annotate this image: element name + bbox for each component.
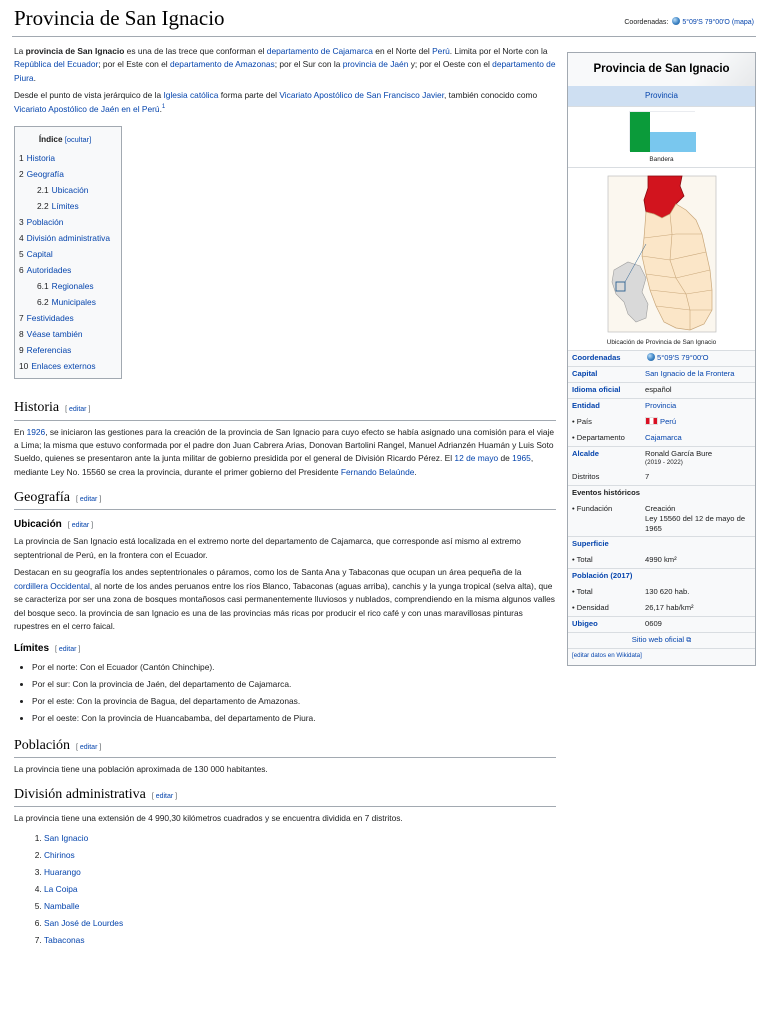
toc-number: 1 xyxy=(19,153,24,164)
row-key: Eventos históricos xyxy=(572,487,640,497)
infobox-row-superficie-total xyxy=(568,553,755,569)
infobox-row-ubigeo xyxy=(568,617,755,633)
toc-item[interactable] xyxy=(19,214,111,230)
infobox-row-fundacion xyxy=(568,502,755,538)
district-link[interactable]: Namballe xyxy=(44,900,80,911)
toc-link[interactable]: Población xyxy=(26,217,64,228)
district-item xyxy=(44,881,556,898)
infobox-row-pais xyxy=(568,415,755,431)
row-key: Idioma oficial xyxy=(572,384,621,394)
section-heading-geografia xyxy=(14,489,556,510)
section-title: Población xyxy=(14,737,70,753)
toc-number: 6 xyxy=(19,265,24,276)
toc-link[interactable]: División administrativa xyxy=(26,233,110,244)
toc-link[interactable]: Historia xyxy=(26,153,56,164)
external-link-icon: ⧉ xyxy=(686,637,692,645)
peru-flag-icon xyxy=(645,417,658,425)
toc-number: 2.2 xyxy=(37,201,49,212)
fundacion-law: Ley 15560 del 12 de mayo de 1965 xyxy=(645,513,746,534)
globe-icon[interactable] xyxy=(647,353,655,361)
toc-item[interactable] xyxy=(19,342,111,358)
globe-icon[interactable] xyxy=(672,17,680,25)
toc-number: 10 xyxy=(19,361,29,372)
toc-title: Índice xyxy=(38,135,63,145)
coords-link[interactable]: 5°09′S 79°00′O xyxy=(657,352,709,362)
inline-link[interactable]: departamento de Amazonas xyxy=(169,59,275,70)
inline-link[interactable]: departamento de Piura xyxy=(14,59,556,83)
district-list xyxy=(14,830,556,949)
toc-link[interactable]: Véase también xyxy=(26,329,83,340)
infobox-row-departamento xyxy=(568,431,755,447)
toc-link[interactable]: Geografía xyxy=(26,169,64,180)
infobox-row-capital xyxy=(568,367,755,383)
row-value xyxy=(645,539,751,551)
toc-list xyxy=(19,150,111,374)
alcalde-name: Ronald García Bure xyxy=(645,448,713,458)
edit-section-ubicacion: [ editar ] xyxy=(67,522,94,530)
ubicacion-paragraph-2 xyxy=(14,566,556,633)
toc-number: 9 xyxy=(19,345,24,356)
infobox-subtitle xyxy=(568,86,755,106)
toc-item[interactable] xyxy=(19,150,111,166)
province-flag-image[interactable] xyxy=(629,111,695,151)
official-website-link[interactable]: Sitio web oficial xyxy=(631,635,685,645)
subsection-heading-ubicacion xyxy=(14,518,556,531)
inline-link[interactable]: cordillera Occidental xyxy=(14,580,90,591)
district-item xyxy=(44,864,556,881)
edit-section-geografia: [ editar ] xyxy=(75,496,102,504)
text-run: en el Norte del xyxy=(372,46,433,56)
row-value xyxy=(645,417,751,429)
poblacion-paragraph: La provincia tiene una población aproximada de 130 000 habitantes. xyxy=(14,763,268,774)
toc-number: 7 xyxy=(19,313,24,324)
text-run: . Limita por el Norte con la xyxy=(449,46,548,56)
page-title: Provincia de San Ignacio xyxy=(14,6,225,30)
section-heading-historia xyxy=(14,399,556,420)
infobox-row-idioma xyxy=(568,383,755,399)
infobox-subtitle-link[interactable]: Provincia xyxy=(645,91,678,100)
inline-link[interactable]: 1926 xyxy=(26,426,46,437)
intro-paragraph-1 xyxy=(14,45,556,85)
row-value: 26,17 hab/km² xyxy=(645,603,694,613)
row-key: • Fundación xyxy=(572,503,613,513)
row-key: • Departamento xyxy=(572,432,625,442)
text-run: , se iniciaron las gestiones para la creación de la provincia de San Ignacio para cuyo efecto se había asignado una comisión para el viaje a Lima; la misma que estuvo conformada por el padre don Juan Cabrera Arias, Donovan Bartolini Rangel, Manuel Adrianzén Huamán y Luis Soto Sueldo, quienes se presentaron ante la junta militar de gobierno presidida por el general de División Ricardo Pérez. El xyxy=(14,426,555,464)
toc-link[interactable]: Límites xyxy=(51,201,79,212)
toc-item[interactable] xyxy=(19,262,111,278)
title-coordinates xyxy=(624,17,754,28)
division-paragraph: La provincia tiene una extensión de 4 990,30 kilómetros cuadrados y se encuentra dividida en 7 distritos. xyxy=(14,813,403,824)
flag-caption: Bandera xyxy=(649,156,674,164)
inline-link[interactable]: 1965 xyxy=(512,453,531,464)
section-heading-division xyxy=(14,786,556,807)
toc-number: 2.1 xyxy=(37,185,49,196)
edit-link[interactable]: editar xyxy=(155,793,174,801)
edit-link[interactable]: editar xyxy=(69,406,87,414)
row-value: 0609 xyxy=(645,619,662,629)
list-item: • Por el oeste: Con la provincia de Huancabamba, del departamento de Piura. xyxy=(32,710,556,727)
infobox-footer xyxy=(568,649,755,665)
text-run: de xyxy=(498,453,513,464)
infobox xyxy=(567,52,756,666)
departamento-link[interactable]: Cajamarca xyxy=(645,432,682,442)
infobox-row-distritos xyxy=(568,470,755,486)
text-run: , también conocido como xyxy=(444,90,538,101)
subsection-title: Límites xyxy=(14,642,50,654)
text-run: . xyxy=(159,103,162,114)
edit-link[interactable]: editar xyxy=(71,522,90,530)
toc-link[interactable]: Referencias xyxy=(26,345,72,356)
edit-section-division: [ editar ] xyxy=(151,793,178,801)
row-key: Distritos xyxy=(572,471,600,481)
infobox-map-cell xyxy=(568,168,755,351)
coords-label: Coordenadas: xyxy=(624,19,669,26)
location-map-image[interactable] xyxy=(606,174,718,334)
row-value xyxy=(645,504,751,535)
toc-number: 3 xyxy=(19,217,24,228)
row-key: • Densidad xyxy=(572,603,609,613)
text-run: Desde el punto de vista jerárquico de la xyxy=(14,90,164,101)
alcalde-years: (2019 - 2022) xyxy=(645,459,683,467)
inline-link[interactable]: Vicariato Apostólico de Jaén en el Perú xyxy=(14,103,160,114)
map-caption: Ubicación de Provincia de San Ignacio xyxy=(606,339,717,347)
capital-link[interactable]: San Ignacio de la Frontera xyxy=(645,368,735,378)
toc-hide-toggle[interactable]: [ocultar] xyxy=(64,135,92,145)
row-key: Ubigeo xyxy=(572,619,598,629)
row-key: • Total xyxy=(572,587,593,597)
infobox-row-densidad xyxy=(568,601,755,617)
pais-link[interactable]: Perú xyxy=(660,416,677,426)
edit-section-limites: [ editar ] xyxy=(55,645,81,653)
row-value xyxy=(645,488,751,500)
text-run: La xyxy=(14,46,26,56)
section-heading-poblacion xyxy=(14,737,556,758)
toc-item[interactable] xyxy=(19,246,111,262)
inline-link[interactable]: departamento de Cajamarca xyxy=(266,46,373,56)
infobox-row-entidad xyxy=(568,399,755,415)
toc-number: 8 xyxy=(19,329,24,340)
inline-link[interactable]: Perú xyxy=(432,46,450,56)
title-row xyxy=(12,0,756,37)
text-run: , mediante Ley No. 15560 se crea la provincia, durante el primer gobierno del Presidente xyxy=(14,453,534,477)
district-link[interactable]: Huarango xyxy=(44,866,81,877)
toc-link[interactable]: Enlaces externos xyxy=(31,361,96,372)
row-value: 7 xyxy=(645,471,650,481)
infobox-website xyxy=(568,633,755,648)
row-value: 130 620 hab. xyxy=(645,587,690,597)
district-link[interactable]: San José de Lourdes xyxy=(44,917,124,928)
row-key: Alcalde xyxy=(572,448,600,458)
row-key: Coordenadas xyxy=(572,352,621,362)
toc-item[interactable] xyxy=(19,294,111,310)
limites-list xyxy=(14,659,556,727)
toc-item[interactable] xyxy=(19,182,111,198)
district-item xyxy=(44,932,556,949)
row-value xyxy=(645,353,751,364)
article-content xyxy=(14,45,556,949)
subsection-heading-limites xyxy=(14,642,556,655)
row-key: Superficie xyxy=(572,539,609,549)
section-title: Historia xyxy=(14,400,60,416)
row-value: español xyxy=(645,384,672,394)
text-run: , al norte de los andes peruanos entre los ríos Blanco, Tabaconas (aguas arriba), canchis y la yunga tropical (selva alta), que se caracteriza por ser una zona de bosques montañosos casi permanentemente lluviosos y nublados, comprendiendo en la misma algunos valles del bosque seco. la provincia de san Ignacio es una de las provincias más ricas por producir el rico café y con unas maravillosas pinturas rupestres en el cerro faical. xyxy=(14,580,555,632)
list-item: • Por el norte: Con el Ecuador (Cantón Chinchipe). xyxy=(32,659,556,676)
district-link[interactable]: La Coipa xyxy=(44,883,78,894)
text-run: En xyxy=(14,426,27,437)
text-run: Destacan en su geografía los andes septentrionales o páramos, como los de Santa Ana y Tabaconas que ocupan un área pequeña de la xyxy=(14,567,522,578)
inline-link[interactable]: provincia de Jaén xyxy=(342,59,409,70)
infobox-flag-cell xyxy=(568,106,755,168)
inline-link[interactable]: República del Ecuador xyxy=(14,59,99,70)
toc-link[interactable]: Autoridades xyxy=(26,265,72,276)
infobox-title: Provincia de San Ignacio xyxy=(568,53,755,86)
toc-item[interactable] xyxy=(19,230,111,246)
list-item: • Por el sur: Con la provincia de Jaén, del departamento de Cajamarca. xyxy=(32,676,556,693)
toc-link[interactable]: Ubicación xyxy=(51,185,89,196)
subsection-title: Ubicación xyxy=(14,519,62,531)
row-key: Entidad xyxy=(572,400,600,410)
text-run: ; por el Sur con la xyxy=(274,59,343,70)
coords-map-link[interactable]: (mapa) xyxy=(731,19,754,26)
infobox-row-poblacion-total xyxy=(568,585,755,601)
toc-item[interactable] xyxy=(19,278,111,294)
infobox-row-alcalde xyxy=(568,447,755,470)
infobox-row-superficie xyxy=(568,537,755,553)
edit-link[interactable]: editar xyxy=(58,645,77,653)
text-run: y; por el Oeste con el xyxy=(408,59,493,70)
toc-item[interactable] xyxy=(19,166,111,182)
inline-link[interactable]: 12 de mayo xyxy=(454,453,499,464)
inline-link[interactable]: Fernando Belaúnde xyxy=(340,466,415,477)
edit-link[interactable]: editar xyxy=(79,743,98,751)
toc-link[interactable]: Regionales xyxy=(51,281,94,292)
coords-link[interactable]: 5°09′S 79°00′O xyxy=(682,19,730,26)
toc-header xyxy=(19,133,111,146)
row-key: • Total xyxy=(572,555,593,565)
section-title: División administrativa xyxy=(14,787,146,803)
infobox-row-coordenadas xyxy=(568,351,755,367)
text-run: forma parte del xyxy=(218,90,280,101)
row-key: Población (2017) xyxy=(572,571,633,581)
intro-paragraph-2 xyxy=(14,89,556,116)
toc-item[interactable] xyxy=(19,358,111,374)
toc-number: 4 xyxy=(19,233,24,244)
district-item xyxy=(44,847,556,864)
edit-section-historia: [ editar ] xyxy=(65,406,91,414)
entidad-link[interactable]: Provincia xyxy=(645,400,677,410)
district-link[interactable]: Tabaconas xyxy=(44,934,85,945)
row-value xyxy=(645,449,751,468)
toc-link[interactable]: Municipales xyxy=(51,297,96,308)
toc-item[interactable] xyxy=(19,198,111,214)
section-title: Geografía xyxy=(14,490,70,506)
toc-item[interactable] xyxy=(19,326,111,342)
inline-link[interactable]: Vicariato Apostólico de San Francisco Javier xyxy=(279,90,445,101)
historia-paragraph xyxy=(14,426,556,480)
toc-link[interactable]: Festividades xyxy=(26,313,74,324)
toc-number: 2 xyxy=(19,169,24,180)
text-run: es una de las trece que conforman el xyxy=(124,46,267,56)
district-item xyxy=(44,915,556,932)
row-value xyxy=(692,571,751,583)
district-item xyxy=(44,898,556,915)
table-of-contents xyxy=(14,126,122,379)
fundacion-type: Creación xyxy=(645,503,676,513)
toc-number: 6.1 xyxy=(37,281,49,292)
row-value: 4990 km² xyxy=(645,555,677,565)
inline-link[interactable]: Iglesia católica xyxy=(163,90,219,101)
text-run: La provincia de San Ignacio está localizada en el extremo norte del departamento de Cajamarca, que corresponde así mismo al extremo septentrional de Perú, en la frontera con el Ecuador. xyxy=(14,536,521,560)
toc-link[interactable]: Capital xyxy=(26,249,53,260)
edit-wikidata-link[interactable]: [editar datos en Wikidata] xyxy=(572,651,642,659)
district-link[interactable]: San Ignacio xyxy=(44,832,89,843)
edit-section-poblacion: [ editar ] xyxy=(76,743,102,751)
text-run: . xyxy=(33,72,36,83)
bold-text: provincia de San Ignacio xyxy=(25,46,125,56)
district-link[interactable]: Chirinos xyxy=(44,849,75,860)
row-key: • País xyxy=(572,416,592,426)
district-item xyxy=(44,830,556,847)
toc-number: 5 xyxy=(19,249,24,260)
toc-number: 6.2 xyxy=(37,297,49,308)
infobox-row-poblacion xyxy=(568,569,755,585)
reference-link[interactable]: 1 xyxy=(161,103,166,110)
ubicacion-paragraph-1 xyxy=(14,535,556,562)
row-key: Capital xyxy=(572,368,598,378)
infobox-row-eventos xyxy=(568,486,755,502)
text-run: . xyxy=(414,466,417,477)
edit-link[interactable]: editar xyxy=(79,496,98,504)
text-run: ; por el Este con el xyxy=(98,59,170,70)
list-item: • Por el este: Con la provincia de Bagua, del departamento de Amazonas. xyxy=(32,693,556,710)
toc-item[interactable] xyxy=(19,310,111,326)
